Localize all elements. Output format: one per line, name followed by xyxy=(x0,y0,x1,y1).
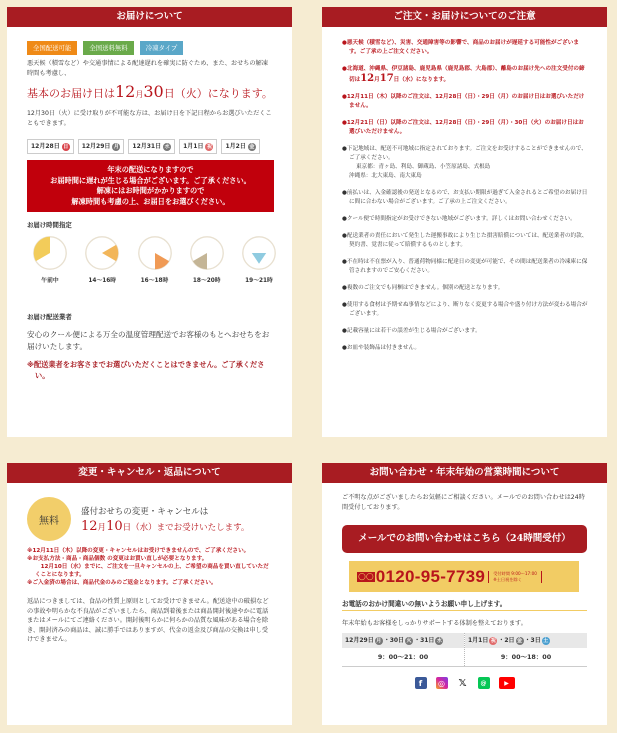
carrier-text: 安心のクール便による万全の温度管理配送でお客様のもとへおせちをお届けいたします。 xyxy=(27,330,270,351)
returns-text: 返品につきましては、食品の性質上原則としてお受けできません。配送途中の破損などの事故や明らかな不良品がございましたら、商品到着後または商品開封後速やかに電話またはメールにてご連絡ください。開封後明らかに何らかの品質な風味がある場合を除き、開封済みの商品は、誠に勝手ではありますが、代金の返金及び商品の交換は申し受けできません。 xyxy=(27,598,269,643)
caution-panel xyxy=(322,7,607,437)
business-hours-table xyxy=(342,633,587,667)
support-text: 年末年始もお客様をしっかりサポートする体制を整えております。 xyxy=(342,620,527,627)
caution-item: ●配送業者の責任において発生した運搬事故により生じた損害賠償については、配送業者の約款、契約書、覚書に従って賠償するものとします。 xyxy=(342,233,588,248)
weekday-icon: 日 xyxy=(63,143,69,150)
caution-item: ●悪天候（積雪など）、災害、交通障害等の影響で、商品のお届けが遅延する可能性がございます。ご了承の上ご注文ください。 xyxy=(342,40,579,55)
date-option: 12月29日 月 xyxy=(78,139,125,154)
mail-contact-button[interactable]: メールでのお問い合わせはこちら（24時間受付） xyxy=(342,525,587,553)
cancel-headline: 盛付おせちの変更・キャンセルは 12月10日（水）までお受けいたします。 xyxy=(81,506,250,534)
hours-new-year: 1月1日 祝 ・2日 金 ・3日 土 9：00～18：00 xyxy=(465,633,587,666)
free-badge: 無料 xyxy=(27,497,71,541)
clock-icon xyxy=(84,235,120,271)
delivery-title: お届けについて xyxy=(7,7,292,27)
time-slot-list xyxy=(27,235,282,284)
carrier-note: ※配送業者をお客さまでお選びいただくことはできません。ご了承ください。 xyxy=(27,360,265,380)
line-icon[interactable]: @ xyxy=(478,677,490,689)
clock-icon xyxy=(137,235,173,271)
phone-caution: お電話のおかけ間違いの無いようお願い申し上げます。 xyxy=(342,598,587,611)
carrier-heading: お届け配送業者 xyxy=(27,313,72,321)
hours-year-end: 12月29日 月 ・30日 火 ・31日 水 9：00～21：00 xyxy=(342,633,465,666)
time-slot: 16～18時 xyxy=(132,235,178,284)
phone-number[interactable]: 0120-95-7739 xyxy=(375,566,486,586)
cancel-title: 変更・キャンセル・返品について xyxy=(7,463,292,483)
delivery-panel xyxy=(7,7,292,437)
delivery-main-date: 基本のお届け日は12月30日（火）になります。 xyxy=(27,82,273,101)
phone-box[interactable]: ○○ 0120-95-7739 受付時間 9:00～17:00 ※土日祝を除く xyxy=(349,561,579,592)
date-option: 12月28日 日 xyxy=(27,139,74,154)
date-option: 12月31日 水 xyxy=(128,139,175,154)
caution-item-areas: ●下記地域は、配送不可地域に指定されております。ご注文をお受けすることができませんので、ご了承ください。 東京都：青ヶ島、利島、御蔵島、小笠原諸島、式根島 沖縄県：北大東島、南大東島 xyxy=(342,146,587,179)
caution-item: ●前払いは、入金確認後の発送となるので、お支払い期限が過ぎて入金されるとご希望のお届け日に間に合わない場合がございます。ご了承の上ご注文ください。 xyxy=(342,190,588,205)
clock-icon xyxy=(189,235,225,271)
badge-nationwide: 全国配送可能 xyxy=(27,41,77,55)
weekday-icon: 月 xyxy=(113,143,119,150)
year-end-alert: 年末の配送になりますので お届時間に遅れが生じる場合がございます。ご了承ください。 解凍にはお時間がかかりますので 解凍時間も考慮の上、お届日をお選びください。 xyxy=(27,160,274,212)
date-option: 1月2日 金 xyxy=(221,139,259,154)
time-slot: 午前中 xyxy=(27,235,73,284)
clock-icon xyxy=(241,235,277,271)
caution-item: ●12月11日（木）以降のご注文は、12月28日（日）・29日（月）のお届け日はお選びいただけません。 xyxy=(342,94,585,109)
caution-item: ●12月21日（日）以降のご注文は、12月28日（日）・29日（月）・30日（火）のお届け日はお選びいただけません。 xyxy=(342,120,584,135)
delivery-intro: 悪天候（積雪など）や交通事情による配達遅れを確実に防ぐため、また、おせちの解凍時間も考慮し、 xyxy=(27,60,268,77)
caution-item: ●記載容量には若干の誤差が生じる場合がございます。 xyxy=(342,328,481,334)
caution-item: ●不在時は不在票が入り、普通荷物同様に配達日の変更が可能で、その間は配送業者の冷凍庫に保管されますのでご安心ください。 xyxy=(342,259,588,274)
badge-frozen: 冷凍タイプ xyxy=(140,41,184,55)
contact-panel xyxy=(322,463,607,725)
weekday-icon: 水 xyxy=(164,143,170,150)
caution-item: ●お皿や装飾品は付きません。 xyxy=(342,345,420,351)
caution-title: ご注文・お届けについてのご注意 xyxy=(322,7,607,27)
caution-item: ●クール便で時間指定がお受けできない地域がございます。詳しくはお問い合わせください。 xyxy=(342,216,576,222)
time-slot: 18～20時 xyxy=(184,235,230,284)
cancel-panel xyxy=(7,463,292,725)
clock-icon xyxy=(32,235,68,271)
weekday-icon: 祝 xyxy=(206,143,212,150)
instagram-icon[interactable]: ◎ xyxy=(436,677,448,689)
youtube-icon[interactable]: ▶ xyxy=(499,677,515,689)
x-icon[interactable]: 𝕏 xyxy=(458,677,467,689)
date-option: 1月1日 祝 xyxy=(179,139,217,154)
social-links xyxy=(342,677,587,689)
time-slot: 14～16時 xyxy=(79,235,125,284)
facebook-icon[interactable]: f xyxy=(415,677,427,689)
badge-free-shipping: 全国送料無料 xyxy=(83,41,133,55)
weekday-icon: 金 xyxy=(249,143,255,150)
caution-item: ●複数のご注文でも同梱はできません。個別の配送となります。 xyxy=(342,285,504,291)
caution-item: ●使用する食材は予期せぬ事情などにより、断りなく変更する場合や盛り付け方法が変わる場合がございます。 xyxy=(342,302,588,317)
alt-date-list xyxy=(27,139,274,154)
cancel-notes: ※12月11日（木）以降の変更・キャンセルはお受けできませんので、ご了承ください。 ※お支払方法・商品・商品個数 の変更はお買い直しが必要となります。 12月10日（水）までに、ご注文を一旦キャンセルの上、ご希望の商品を買い直していただくことになります。 ※ご入金済の場合は、商品代金のみのご返金となります。ご了承ください。 xyxy=(27,548,269,586)
time-heading: お届け時間指定 xyxy=(27,221,72,229)
contact-title: お問い合わせ・年末年始の営業時間について xyxy=(322,463,607,483)
contact-intro: ご不明な点がございましたらお気軽にご相談ください。メールでのお問い合わせは24時間受付しております。 xyxy=(342,494,585,511)
caution-item-island: ●北海道、沖縄県、伊豆諸島、鹿児島県（鹿児島郡、大島郡）、離島のお届け先への注文受付の締切は12月17日（水）になります。 xyxy=(342,66,585,84)
time-slot: 19～21時 xyxy=(236,235,282,284)
free-dial-icon: ○○ xyxy=(358,571,374,582)
delivery-alt-note: 12月30日（火）に受け取りが不可能な方は、お届け日を下記日程からお選びいただくこともできます。 xyxy=(27,110,272,127)
